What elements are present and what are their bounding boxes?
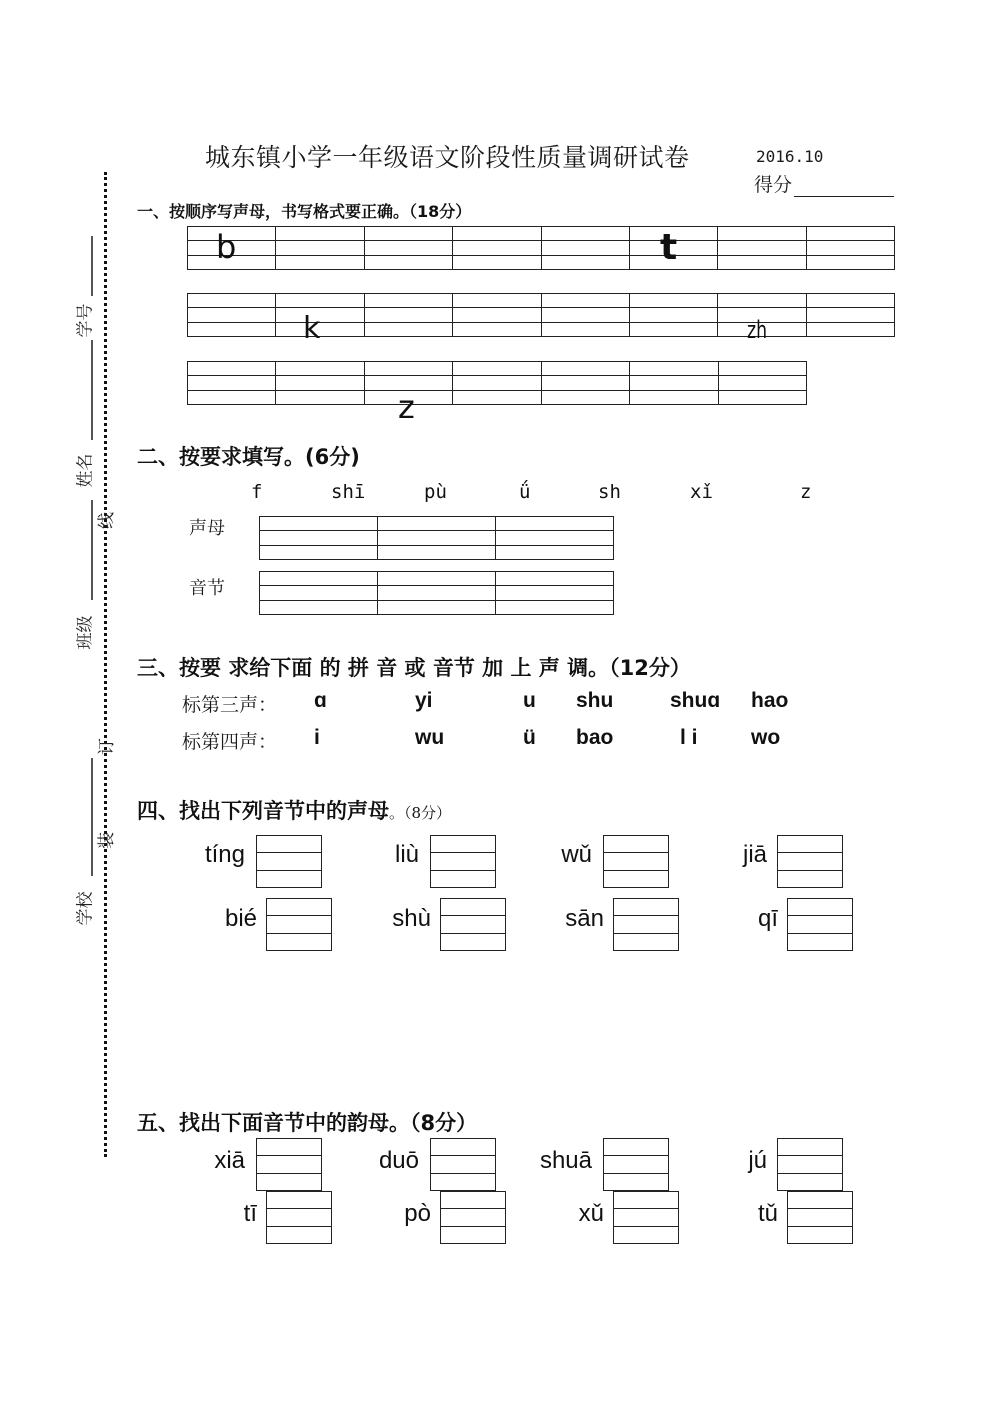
section4-heading-text: 四、找出下列音节中的声母	[137, 799, 389, 823]
writing-cell[interactable]	[807, 294, 894, 336]
student-id-blank[interactable]	[91, 236, 93, 296]
section2-heading: 二、按要求填写。(6分)	[137, 445, 360, 469]
tone-item[interactable]: wo	[751, 726, 781, 749]
writing-grid-row-3	[187, 361, 807, 405]
answer-box[interactable]	[787, 898, 853, 951]
syllable: liù	[394, 841, 419, 868]
writing-cell[interactable]	[453, 227, 541, 269]
tone-item[interactable]: ɑ	[314, 689, 327, 712]
answer-box[interactable]	[440, 898, 506, 951]
score-field	[754, 170, 894, 197]
syllable: jiā	[742, 841, 767, 868]
answer-box[interactable]	[787, 1191, 853, 1244]
writing-cell[interactable]	[542, 294, 630, 336]
tone-item[interactable]: ü	[523, 726, 536, 749]
pinyin-item: pù	[424, 481, 447, 503]
class-label: 班级	[75, 615, 96, 650]
writing-grid-row-2	[187, 293, 895, 337]
writing-cell[interactable]	[188, 362, 276, 404]
syllable: wǔ	[561, 841, 592, 868]
section3-heading: 三、按要 求给下面 的 拼 音 或 音节 加 上 声 调。（12分）	[137, 656, 691, 680]
initials-label: 声母	[189, 518, 225, 539]
writing-cell[interactable]	[276, 227, 364, 269]
writing-cell[interactable]	[453, 294, 541, 336]
student-id-label: 学号	[75, 303, 96, 338]
writing-cell[interactable]	[378, 517, 496, 559]
pinyin-item: ǘ	[519, 481, 531, 503]
writing-cell[interactable]	[453, 362, 541, 404]
writing-cell[interactable]	[276, 294, 364, 336]
school-blank[interactable]	[91, 758, 93, 876]
prefilled-letter: k	[303, 311, 321, 346]
initials-grid	[259, 516, 614, 560]
writing-cell[interactable]	[188, 294, 276, 336]
tone-item[interactable]: u	[523, 689, 536, 712]
answer-box[interactable]	[266, 1191, 332, 1244]
writing-cell[interactable]	[260, 572, 378, 614]
cut-mark-zhuang: 装	[97, 832, 117, 849]
syllable: duō	[378, 1147, 419, 1174]
answer-box[interactable]	[777, 835, 843, 888]
pinyin-item: xǐ	[690, 481, 713, 503]
tone-item[interactable]: i	[314, 726, 320, 749]
tone-item[interactable]: yi	[415, 689, 433, 712]
pinyin-item: sh	[598, 481, 621, 503]
answer-box[interactable]	[256, 1138, 322, 1191]
answer-box[interactable]	[430, 1138, 496, 1191]
answer-box[interactable]	[613, 898, 679, 951]
school-label: 学校	[75, 891, 96, 926]
writing-cell[interactable]	[496, 572, 613, 614]
answer-box[interactable]	[430, 835, 496, 888]
tone-item[interactable]: shu	[576, 689, 614, 712]
class-blank[interactable]	[91, 500, 93, 600]
prefilled-letter: z	[398, 388, 415, 426]
tone-item[interactable]: hao	[751, 689, 789, 712]
pinyin-item: z	[800, 481, 812, 503]
syllable: pò	[404, 1200, 431, 1227]
third-tone-label: 标第三声：	[182, 694, 278, 716]
writing-cell[interactable]	[718, 227, 806, 269]
answer-box[interactable]	[603, 835, 669, 888]
answer-box[interactable]	[777, 1138, 843, 1191]
prefilled-letter: zh	[747, 316, 768, 344]
writing-cell[interactable]	[365, 294, 453, 336]
writing-cell[interactable]	[542, 227, 630, 269]
tone-item[interactable]: l i	[680, 726, 698, 749]
writing-cell[interactable]	[630, 362, 718, 404]
pinyin-item: shī	[331, 481, 366, 503]
tone-item[interactable]: shuɑ	[670, 689, 721, 712]
fourth-tone-label: 标第四声：	[182, 731, 278, 753]
prefilled-letter: t	[660, 227, 678, 268]
section1-heading: 一、按顺序写声母，书写格式要正确。（18分）	[137, 202, 472, 221]
syllables-grid	[259, 571, 614, 615]
syllable: sān	[565, 905, 604, 932]
writing-cell[interactable]	[496, 517, 613, 559]
score-label: 得分	[754, 174, 793, 196]
writing-cell[interactable]	[260, 517, 378, 559]
writing-cell[interactable]	[807, 227, 894, 269]
cut-mark-ding: 订	[97, 738, 117, 755]
cut-mark-line: 线	[97, 512, 117, 529]
writing-cell[interactable]	[542, 362, 630, 404]
binding-dotted-line	[104, 172, 107, 1157]
syllable: xiā	[214, 1147, 245, 1174]
section4-points: 。（8分）	[389, 804, 452, 822]
syllable: qī	[757, 905, 778, 932]
section4-heading	[137, 795, 451, 825]
answer-box[interactable]	[440, 1191, 506, 1244]
syllable: bié	[224, 905, 257, 932]
syllable: jú	[748, 1147, 767, 1174]
writing-cell[interactable]	[630, 294, 718, 336]
pinyin-item: f	[251, 481, 263, 503]
score-blank[interactable]	[794, 180, 894, 197]
syllable: tíng	[204, 841, 245, 868]
syllable: tī	[243, 1200, 257, 1227]
exam-date: 2016.10	[756, 147, 824, 166]
prefilled-letter: b	[216, 228, 237, 266]
syllable: xǔ	[578, 1200, 604, 1227]
section5-heading: 五、找出下面音节中的韵母。（8分）	[137, 1111, 478, 1135]
syllable: tǔ	[757, 1200, 778, 1227]
page-title: 城东镇小学一年级语文阶段性质量调研试卷	[205, 143, 690, 172]
tone-item[interactable]: wu	[415, 726, 445, 749]
writing-cell[interactable]	[276, 362, 364, 404]
name-label: 姓名	[75, 453, 96, 488]
writing-grid-row-1	[187, 226, 895, 270]
writing-cell[interactable]	[365, 227, 453, 269]
syllable: shù	[392, 905, 431, 932]
syllables-label: 音节	[189, 578, 225, 599]
answer-box[interactable]	[256, 835, 322, 888]
answer-box[interactable]	[613, 1191, 679, 1244]
tone-item[interactable]: bao	[576, 726, 614, 749]
syllable: shuā	[539, 1147, 592, 1174]
answer-box[interactable]	[266, 898, 332, 951]
writing-cell[interactable]	[719, 362, 806, 404]
answer-box[interactable]	[603, 1138, 669, 1191]
name-blank[interactable]	[91, 340, 93, 440]
writing-cell[interactable]	[378, 572, 496, 614]
